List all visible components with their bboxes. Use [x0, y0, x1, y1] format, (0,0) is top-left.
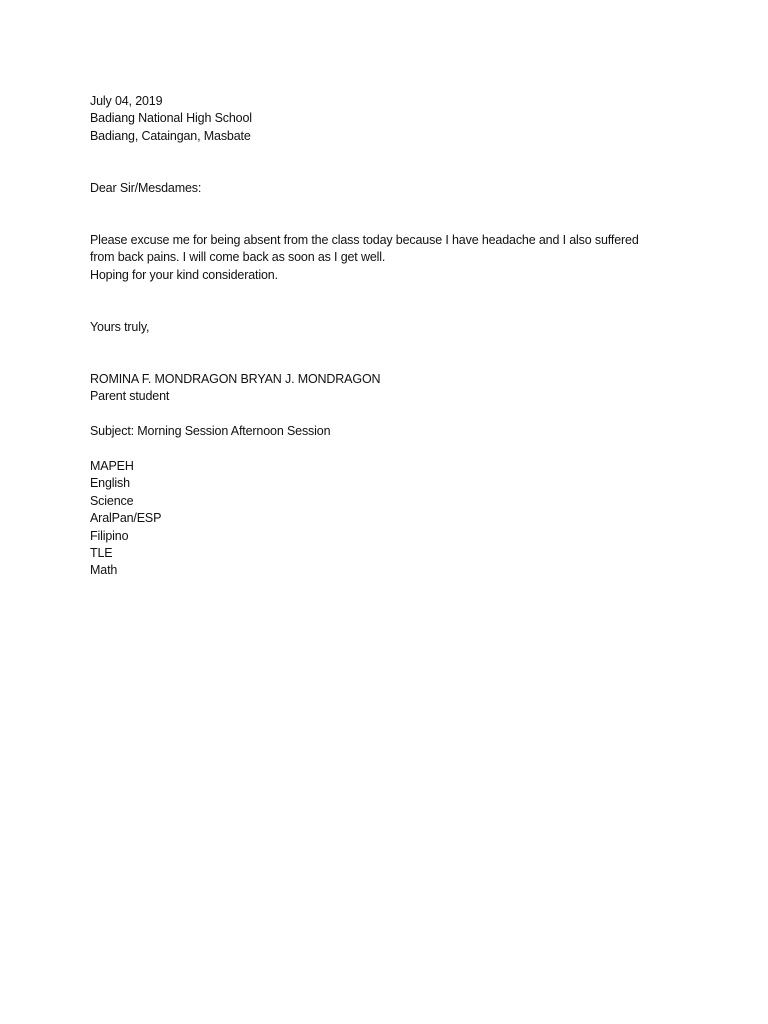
- body-line-3: Hoping for your kind consideration.: [90, 267, 278, 282]
- subject-line: Subject: Morning Session Afternoon Session: [90, 424, 331, 438]
- signatory-roles: Parent student: [90, 389, 170, 404]
- closing-section: [90, 319, 690, 336]
- list-item: TLE: [90, 546, 113, 561]
- signatories: ROMINA F. MONDRAGON BRYAN J. MONDRAGON: [90, 372, 381, 386]
- signature-section: [90, 371, 690, 406]
- subject-section: [90, 423, 690, 440]
- list-item: English: [90, 476, 130, 491]
- letter-date: July 04, 2019: [90, 94, 163, 108]
- school-name: Badiang National High School: [90, 111, 252, 126]
- list-item: Science: [90, 493, 134, 508]
- list-item: AralPan/ESP: [90, 511, 162, 526]
- list-item: MAPEH: [90, 459, 134, 473]
- body-line-2: from back pains. I will come back as soon as I get well.: [90, 250, 386, 265]
- closing: Yours truly,: [90, 320, 150, 334]
- list-item: Filipino: [90, 528, 129, 543]
- body-line-1: Please excuse me for being absent from the class today because I have headache and I also suffered: [90, 233, 639, 247]
- salutation: Dear Sir/Mesdames:: [90, 181, 202, 195]
- subjects-list: [90, 458, 690, 580]
- letter-header: [90, 93, 690, 145]
- list-item: Math: [90, 563, 118, 578]
- school-address: Badiang, Cataingan, Masbate: [90, 128, 251, 143]
- salutation-section: [90, 180, 690, 197]
- letter-body: [90, 232, 690, 284]
